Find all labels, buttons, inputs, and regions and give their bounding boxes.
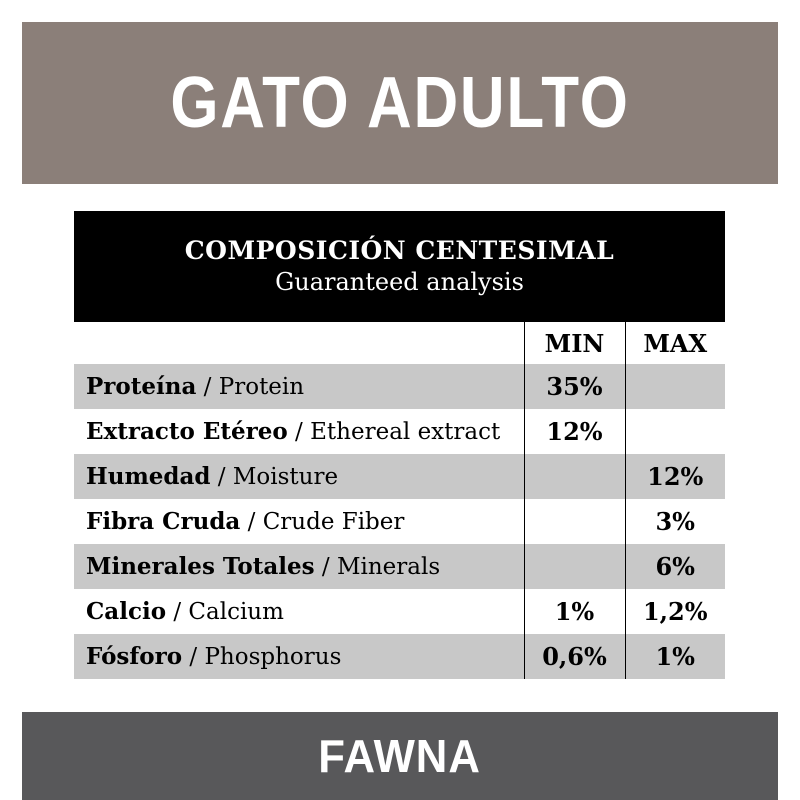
min-column-header: MIN	[524, 322, 625, 364]
analysis-title-es: COMPOSICIÓN CENTESIMAL	[184, 235, 615, 265]
table-header-row	[74, 322, 725, 364]
nutrient-name-en: Ethereal extract	[310, 419, 501, 445]
nutrient-name-en: Protein	[218, 374, 305, 400]
table-row	[74, 454, 725, 499]
analysis-table	[74, 322, 725, 679]
max-value: 12%	[625, 454, 725, 499]
max-value	[625, 409, 725, 454]
name-separator: /	[240, 509, 263, 535]
max-value	[625, 364, 725, 409]
table-row	[74, 499, 725, 544]
name-separator: /	[196, 374, 219, 400]
nutrient-name	[74, 364, 524, 409]
nutrient-name-es: Humedad	[86, 463, 211, 490]
table-row	[74, 634, 725, 679]
max-column-header: MAX	[625, 322, 725, 364]
page-title: GATO ADULTO	[170, 63, 630, 143]
name-separator: /	[182, 644, 205, 670]
nutrient-column-header	[74, 322, 524, 364]
nutrient-name-en: Crude Fiber	[262, 509, 405, 535]
max-value: 6%	[625, 544, 725, 589]
nutrient-name-es: Minerales Totales	[86, 553, 315, 580]
nutrient-name-en: Phosphorus	[204, 644, 342, 670]
min-value: 12%	[524, 409, 625, 454]
brand-footer	[22, 712, 778, 800]
nutrient-name	[74, 409, 524, 454]
nutrient-name	[74, 499, 524, 544]
brand-logo: FAWNA	[318, 730, 482, 782]
title-banner	[22, 22, 778, 184]
table-row	[74, 589, 725, 634]
min-value	[524, 454, 625, 499]
nutrient-name-es: Fibra Cruda	[86, 508, 241, 535]
nutrient-name-es: Calcio	[86, 598, 167, 625]
max-value: 1%	[625, 634, 725, 679]
nutrient-name-en: Calcium	[188, 599, 284, 625]
min-value: 0,6%	[524, 634, 625, 679]
name-separator: /	[166, 599, 189, 625]
min-value	[524, 499, 625, 544]
nutrient-name-es: Extracto Etéreo	[86, 418, 288, 445]
name-separator: /	[210, 464, 233, 490]
name-separator: /	[287, 419, 311, 445]
name-separator: /	[314, 554, 337, 580]
max-value: 1,2%	[625, 589, 725, 634]
analysis-title-en: Guaranteed analysis	[275, 267, 524, 296]
nutrient-name-es: Proteína	[86, 373, 197, 400]
min-value: 1%	[524, 589, 625, 634]
min-value	[524, 544, 625, 589]
nutrient-name	[74, 589, 524, 634]
nutrient-name	[74, 544, 524, 589]
nutrient-name-es: Fósforo	[86, 643, 183, 670]
nutrient-name	[74, 454, 524, 499]
nutrient-name-en: Minerals	[336, 554, 441, 580]
min-value: 35%	[524, 364, 625, 409]
nutrient-name	[74, 634, 524, 679]
analysis-header	[74, 211, 725, 322]
table-row	[74, 544, 725, 589]
table-row	[74, 409, 725, 454]
table-row	[74, 364, 725, 409]
nutrient-name-en: Moisture	[232, 464, 339, 490]
max-value: 3%	[625, 499, 725, 544]
